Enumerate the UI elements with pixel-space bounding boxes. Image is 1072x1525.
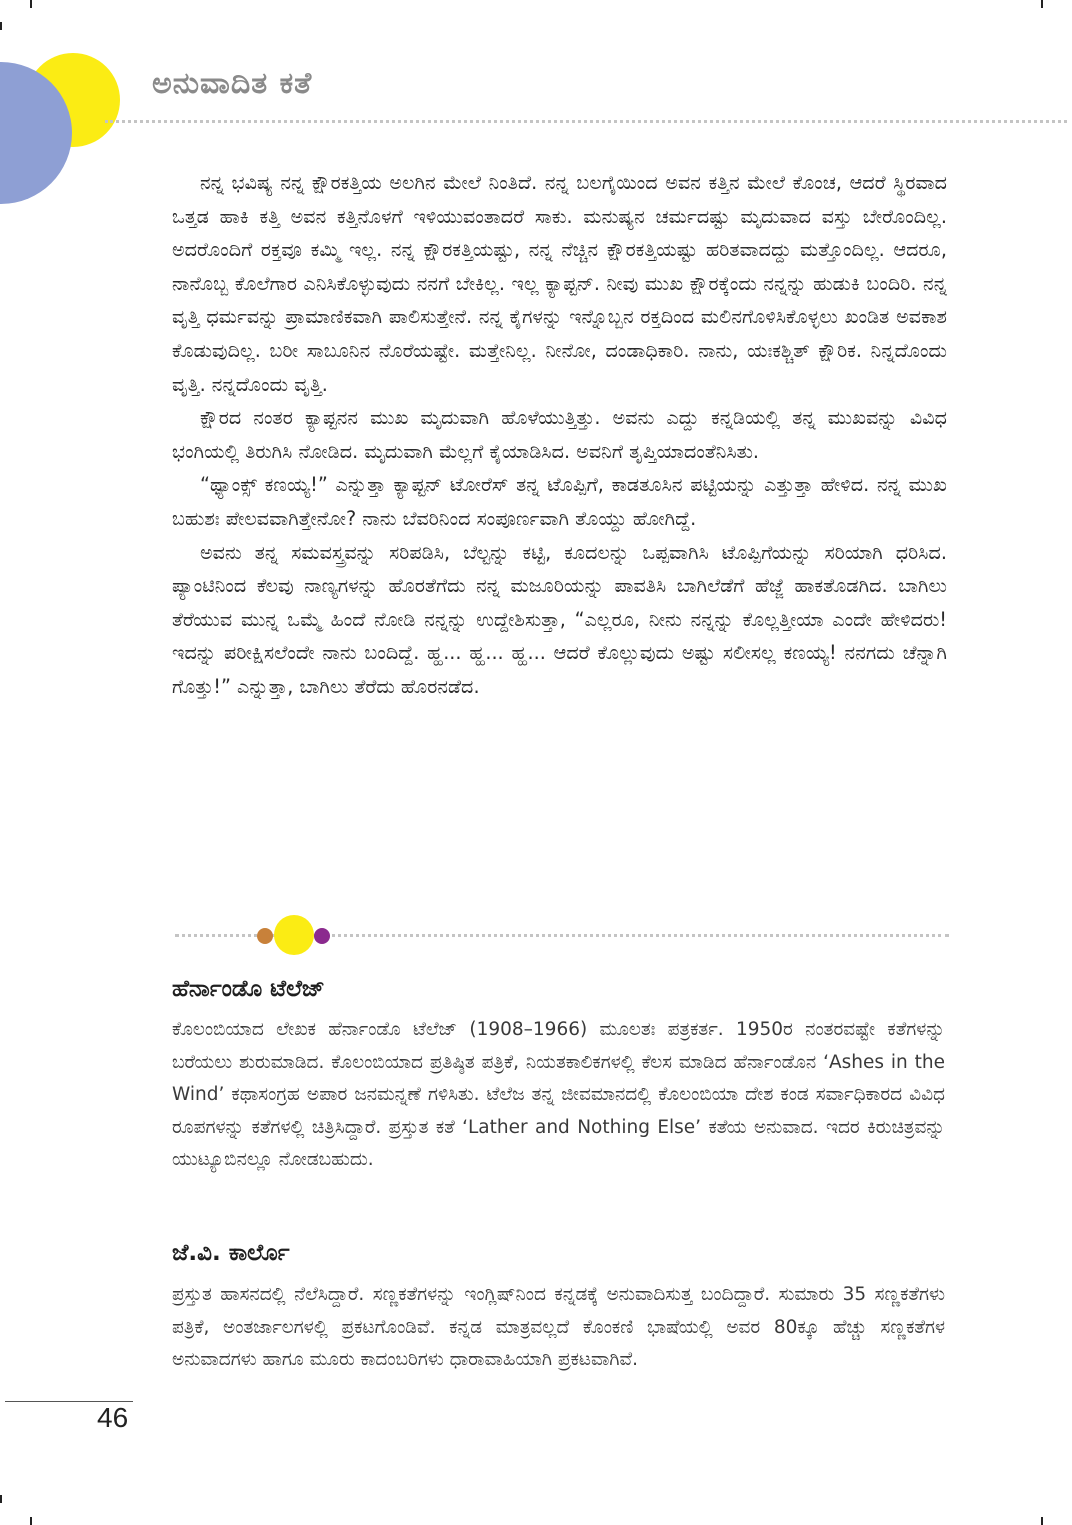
section-title: ಅನುವಾದಿತ ಕತೆ <box>152 66 313 101</box>
crop-mark-bottom-right <box>1041 1517 1043 1525</box>
page-number: 46 <box>97 1402 129 1433</box>
translator-bio: ಪ್ರಸ್ತುತ ಹಾಸನದಲ್ಲಿ ನೆಲೆಸಿದ್ದಾರೆ. ಸಣ್ಣಕತೆಗಳನ್ನು ಇಂಗ್ಲಿಷ್‌ನಿಂದ ಕನ್ನಡಕ್ಕೆ ಅನುವಾದಿಸುತ್ತ ಬಂದಿದ್ದಾರೆ. ಸುಮಾರು 35 ಸಣ್ಣಕತೆಗಳು ಪತ್ರಿಕೆ, ಅಂತರ್ಜಾಲಗಳಲ್ಲಿ ಪ್ರಕಟಗೊಂಡಿವೆ. ಕನ್ನಡ ಮಾತ್ರವಲ್ಲದೆ ಕೊಂಕಣಿ ಭಾಷೆಯಲ್ಲಿ ಅವರ 80ಕ್ಕೂ ಹೆಚ್ಚು ಸಣ್ಣಕತೆಗಳ ಅನುವಾದಗಳು ಹಾಗೂ ಮೂರು ಕಾದಂಬರಿಗಳು ಧಾರಾವಾಹಿಯಾಗಿ ಪ್ರಕಟವಾಗಿವೆ. <box>172 1284 945 1370</box>
author-name: ಹೆರ್ನಾಂಡೊ ಟೆಲೆಜ್ <box>172 976 325 1002</box>
header-dotted-divider <box>105 120 1067 123</box>
author-bio: ಕೊಲಂಬಿಯಾದ ಲೇಖಕ ಹೆರ್ನಾಂಡೊ ಟೆಲೆಜ್ (1908–1966) ಮೂಲತಃ ಪತ್ರಕರ್ತ. 1950ರ ನಂತರವಷ್ಟೇ ಕತೆಗಳನ್ನು ಬರೆಯಲು ಶುರುಮಾಡಿದ. ಕೊಲಂಬಿಯಾದ ಪ್ರತಿಷ್ಠಿತ ಪತ್ರಿಕೆ, ನಿಯತಕಾಲಿಕಗಳಲ್ಲಿ ಕೆಲಸ ಮಾಡಿದ ಹೆರ್ನಾಂಡೊನ ‘Ashes in the Wind’ ಕಥಾಸಂಗ್ರಹ ಅಪಾರ ಜನಮನ್ನಣೆ ಗಳಿಸಿತು. ಟೆಲೆಜ ತನ್ನ ಜೀವಮಾನದಲ್ಲಿ ಕೊಲಂಬಿಯಾ ದೇಶ ಕಂಡ ಸರ್ವಾಧಿಕಾರದ ವಿವಿಧ ರೂಪಗಳನ್ನು ಕತೆಗಳಲ್ಲಿ ಚಿತ್ರಿಸಿದ್ದಾರೆ. ಪ್ರಸ್ತುತ ಕತೆ ‘Lather and Nothing Else’ ಕತೆಯ ಅನುವಾದ. ಇದರ ಕಿರುಚಿತ್ರವನ್ನು ಯುಟ್ಯೂಬಿನಲ್ಲೂ ನೋಡಬಹುದು. <box>172 1019 945 1170</box>
divider-dot-purple-icon <box>314 928 330 944</box>
crop-mark-top-right <box>1041 0 1043 8</box>
divider-dot-orange-icon <box>257 928 273 944</box>
translator-name: ಜೆ.ವಿ. ಕಾರ್ಲೊ <box>172 1240 290 1266</box>
crop-mark-bottom-center <box>30 1517 32 1525</box>
divider-dot-yellow-icon <box>274 915 314 955</box>
crop-mark-top-center <box>30 0 32 8</box>
story-paragraph: “ಥ್ಯಾಂಕ್ಸ್ ಕಣಯ್ಯ!” ಎನ್ನುತ್ತಾ ಕ್ಯಾಪ್ಟನ್ ಟೋರೆಸ್ ತನ್ನ ಟೊಪ್ಪಿಗೆ, ಕಾಡತೂಸಿನ ಪಟ್ಟಿಯನ್ನು ಎತ್ತುತ್ತಾ ಹೇಳಿದ. ನನ್ನ ಮುಖ ಬಹುಶಃ ಪೇಲವವಾಗಿತ್ತೇನೋ? ನಾನು ಬೆವರಿನಿಂದ ಸಂಪೂರ್ಣವಾಗಿ ತೊಯ್ದು ಹೋಗಿದ್ದೆ. <box>172 473 947 530</box>
story-paragraph: ಅವನು ತನ್ನ ಸಮವಸ್ತ್ರವನ್ನು ಸರಿಪಡಿಸಿ, ಬೆಲ್ಟನ್ನು ಕಟ್ಟಿ, ಕೂದಲನ್ನು ಒಪ್ಪವಾಗಿಸಿ ಟೊಪ್ಪಿಗೆಯನ್ನು ಸರಿಯಾಗಿ ಧರಿಸಿದ. ಪ್ಯಾಂಟಿನಿಂದ ಕೆಲವು ನಾಣ್ಯಗಳನ್ನು ಹೊರತೆಗೆದು ನನ್ನ ಮಜೂರಿಯನ್ನು ಪಾವತಿಸಿ ಬಾಗಿಲೆಡೆಗೆ ಹೆಜ್ಜೆ ಹಾಕತೊಡಗಿದ. ಬಾಗಿಲು ತೆರೆಯುವ ಮುನ್ನ ಒಮ್ಮೆ ಹಿಂದೆ ನೋಡಿ ನನ್ನನ್ನು ಉದ್ದೇಶಿಸುತ್ತಾ, “ಎಲ್ಲರೂ, ನೀನು ನನ್ನನ್ನು ಕೊಲ್ಲತ್ತೀಯಾ ಎಂದೇ ಹೇಳಿದರು! ಇದನ್ನು ಪರೀಕ್ಷಿಸಲೆಂದೇ ನಾನು ಬಂದಿದ್ದೆ. ಹ್ಹ... ಹ್ಹ... ಹ್ಹ... ಆದರೆ ಕೊಲ್ಲುವುದು ಅಷ್ಟು ಸಲೀಸಲ್ಲ ಕಣಯ್ಯ! ನನಗದು ಚೆನ್ನಾಗಿ ಗೊತ್ತು!” ಎನ್ನುತ್ತಾ, ಬಾಗಿಲು ತೆರೆದು ಹೊರನಡೆದ. <box>172 540 947 698</box>
crop-mark-bottom-left <box>0 1495 2 1503</box>
story-paragraph: ಕ್ಷೌರದ ನಂತರ ಕ್ಯಾಪ್ಟನನ ಮುಖ ಮೃದುವಾಗಿ ಹೊಳೆಯುತ್ತಿತ್ತು. ಅವನು ಎದ್ದು ಕನ್ನಡಿಯಲ್ಲಿ ತನ್ನ ಮುಖವನ್ನು ವಿವಿಧ ಭಂಗಿಯಲ್ಲಿ ತಿರುಗಿಸಿ ನೋಡಿದ. ಮೃದುವಾಗಿ ಮೆಲ್ಲಗೆ ಕೈಯಾಡಿಸಿದ. ಅವನಿಗೆ ತೃಪ್ತಿಯಾದಂತೆನಿಸಿತು. <box>172 406 947 463</box>
story-text <box>172 166 947 704</box>
story-paragraph: ನನ್ನ ಭವಿಷ್ಯ ನನ್ನ ಕ್ಷೌರಕತ್ತಿಯ ಅಲಗಿನ ಮೇಲೆ ನಿಂತಿದೆ. ನನ್ನ ಬಲಗೈಯಿಂದ ಅವನ ಕತ್ತಿನ ಮೇಲೆ ಕೊಂಚ, ಆದರೆ ಸ್ಥಿರವಾದ ಒತ್ತಡ ಹಾಕಿ ಕತ್ತಿ ಅವನ ಕತ್ತಿನೊಳಗೆ ಇಳಿಯುವಂತಾದರೆ ಸಾಕು. ಮನುಷ್ಯನ ಚರ್ಮದಷ್ಟು ಮೃದುವಾದ ವಸ್ತು ಬೇರೊಂದಿಲ್ಲ. ಅದರೊಂದಿಗೆ ರಕ್ತವೂ ಕಮ್ಮಿ ಇಲ್ಲ. ನನ್ನ ಕ್ಷೌರಕತ್ತಿಯಷ್ಟು, ನನ್ನ ನೆಚ್ಚಿನ ಕ್ಷೌರಕತ್ತಿಯಷ್ಟು ಹರಿತವಾದದ್ದು ಮತ್ತೊಂದಿಲ್ಲ. ಆದರೂ, ನಾನೊಬ್ಬ ಕೊಲೆಗಾರ ಎನಿಸಿಕೊಳ್ಳುವುದು ನನಗೆ ಬೇಕಿಲ್ಲ. ಇಲ್ಲ ಕ್ಯಾಪ್ಟನ್. ನೀವು ಮುಖ ಕ್ಷೌರಕ್ಕೆಂದು ನನ್ನನ್ನು ಹುಡುಕಿ ಬಂದಿರಿ. ನನ್ನ ವೃತ್ತಿ ಧರ್ಮವನ್ನು ಪ್ರಾಮಾಣಿಕವಾಗಿ ಪಾಲಿಸುತ್ತೇನೆ. ನನ್ನ ಕೈಗಳನ್ನು ಇನ್ನೊಬ್ಬನ ರಕ್ತದಿಂದ ಮಲಿನಗೊಳಿಸಿಕೊಳ್ಳಲು ಖಂಡಿತ ಅವಕಾಶ ಕೊಡುವುದಿಲ್ಲ. ಬರೀ ಸಾಬೂನಿನ ನೊರೆಯಷ್ಟೇ. ಮತ್ತೇನಿಲ್ಲ. ನೀನೋ, ದಂಡಾಧಿಕಾರಿ. ನಾನು, ಯಃಕಶ್ಚಿತ್ ಕ್ಷೌರಿಕ. ನಿನ್ನದೊಂದು ವೃತ್ತಿ. ನನ್ನದೊಂದು ವೃತ್ತಿ. <box>172 171 947 396</box>
crop-mark-top-left <box>0 22 2 30</box>
